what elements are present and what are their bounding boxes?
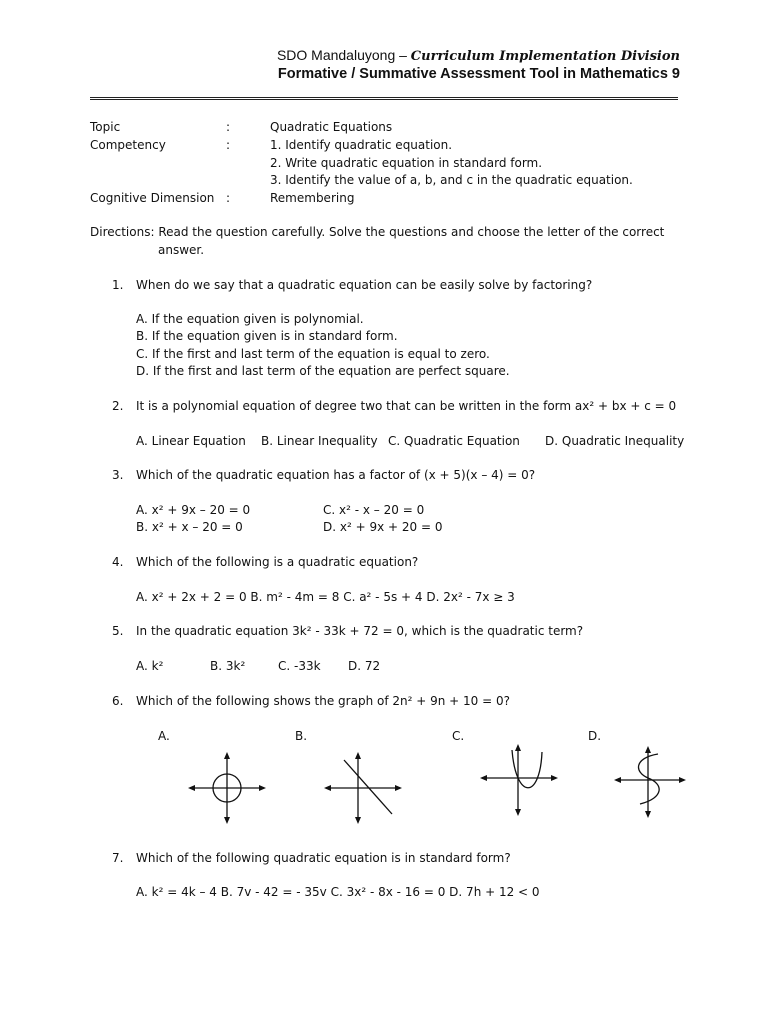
answer-choice: D. If the first and last term of the equation are perfect square. — [136, 364, 510, 378]
answer-choice: B. 3k² — [210, 659, 246, 673]
question-number: 1. — [112, 278, 124, 292]
answer-choice: A. If the equation given is polynomial. — [136, 312, 364, 326]
header-org: SDO Mandaluyong – — [276, 47, 407, 63]
question-number: 3. — [112, 468, 124, 482]
answer-choice: C. If the first and last term of the equation is equal to zero. — [136, 347, 490, 361]
graph-choice-label: C. — [452, 729, 465, 743]
question-number: 6. — [112, 694, 124, 708]
answer-choice: A. x² + 9x – 20 = 0 — [136, 503, 251, 517]
answer-choices-line: A. x² + 2x + 2 = 0 B. m² - 4m = 8 C. a² - 5s + 4 D. 2x² - 7x ≥ 3 — [136, 590, 515, 604]
graph-b-line — [322, 750, 404, 826]
graph-c-parabola — [478, 742, 560, 818]
question-number: 2. — [112, 399, 124, 413]
question-text: Which of the following quadratic equation is in standard form? — [136, 851, 511, 865]
answer-choices-line: A. k² = 4k – 4 B. 7v - 42 = - 35v C. 3x² - 8x - 16 = 0 D. 7h + 12 < 0 — [136, 885, 540, 899]
directions-text: Directions: Read the question carefully. Solve the questions and choose the letter of the correct — [90, 225, 665, 239]
answer-choice: C. Quadratic Equation — [388, 434, 520, 448]
question-text: Which of the quadratic equation has a factor of (x + 5)(x – 4) = 0? — [136, 468, 536, 482]
answer-choice: D. x² + 9x + 20 = 0 — [323, 520, 443, 534]
header-divider — [90, 97, 678, 100]
graph-choice-label: B. — [295, 729, 308, 743]
header-org-line — [277, 47, 680, 64]
answer-choice: C. x² - x – 20 = 0 — [323, 503, 425, 517]
competency-item: 2. Write quadratic equation in standard form. — [270, 156, 543, 170]
topic-colon: : — [226, 120, 231, 134]
question-text: Which of the following is a quadratic equation? — [136, 555, 419, 569]
cognitive-value: Remembering — [270, 191, 355, 205]
cognitive-colon: : — [226, 191, 231, 205]
question-text: Which of the following shows the graph of 2n² + 9n + 10 = 0? — [136, 694, 510, 708]
question-number: 5. — [112, 624, 124, 638]
header-title: Formative / Summative Assessment Tool in Mathematics 9 — [277, 66, 680, 82]
graph-a-circle — [186, 750, 268, 826]
answer-choice: B. x² + x – 20 = 0 — [136, 520, 243, 534]
graph-d-s-curve — [612, 744, 688, 820]
question-number: 4. — [112, 555, 124, 569]
question-text: In the quadratic equation 3k² - 33k + 72 = 0, which is the quadratic term? — [136, 624, 584, 638]
answer-choice: C. -33k — [278, 659, 321, 673]
competency-label: Competency — [90, 138, 166, 152]
competency-colon: : — [226, 138, 231, 152]
answer-choice: A. k² — [136, 659, 164, 673]
question-text: It is a polynomial equation of degree two that can be written in the form ax² + bx + c = 0 — [136, 399, 677, 413]
answer-choice: A. Linear Equation — [136, 434, 246, 448]
answer-choice: B. If the equation given is in standard form. — [136, 329, 398, 343]
cognitive-label: Cognitive Dimension — [90, 191, 215, 205]
answer-choice: D. 72 — [348, 659, 381, 673]
competency-item: 1. Identify quadratic equation. — [270, 138, 453, 152]
graph-choice-label: D. — [588, 729, 602, 743]
question-text: When do we say that a quadratic equation can be easily solve by factoring? — [136, 278, 593, 292]
question-number: 7. — [112, 851, 124, 865]
answer-choice: B. Linear Inequality — [261, 434, 378, 448]
competency-item: 3. Identify the value of a, b, and c in the quadratic equation. — [270, 173, 633, 187]
directions-text-cont: answer. — [158, 243, 205, 257]
topic-label: Topic — [90, 120, 121, 134]
header-division: Curriculum Implementation Division — [410, 49, 680, 64]
topic-value: Quadratic Equations — [270, 120, 393, 134]
answer-choice: D. Quadratic Inequality — [545, 434, 685, 448]
graph-choice-label: A. — [158, 729, 170, 743]
